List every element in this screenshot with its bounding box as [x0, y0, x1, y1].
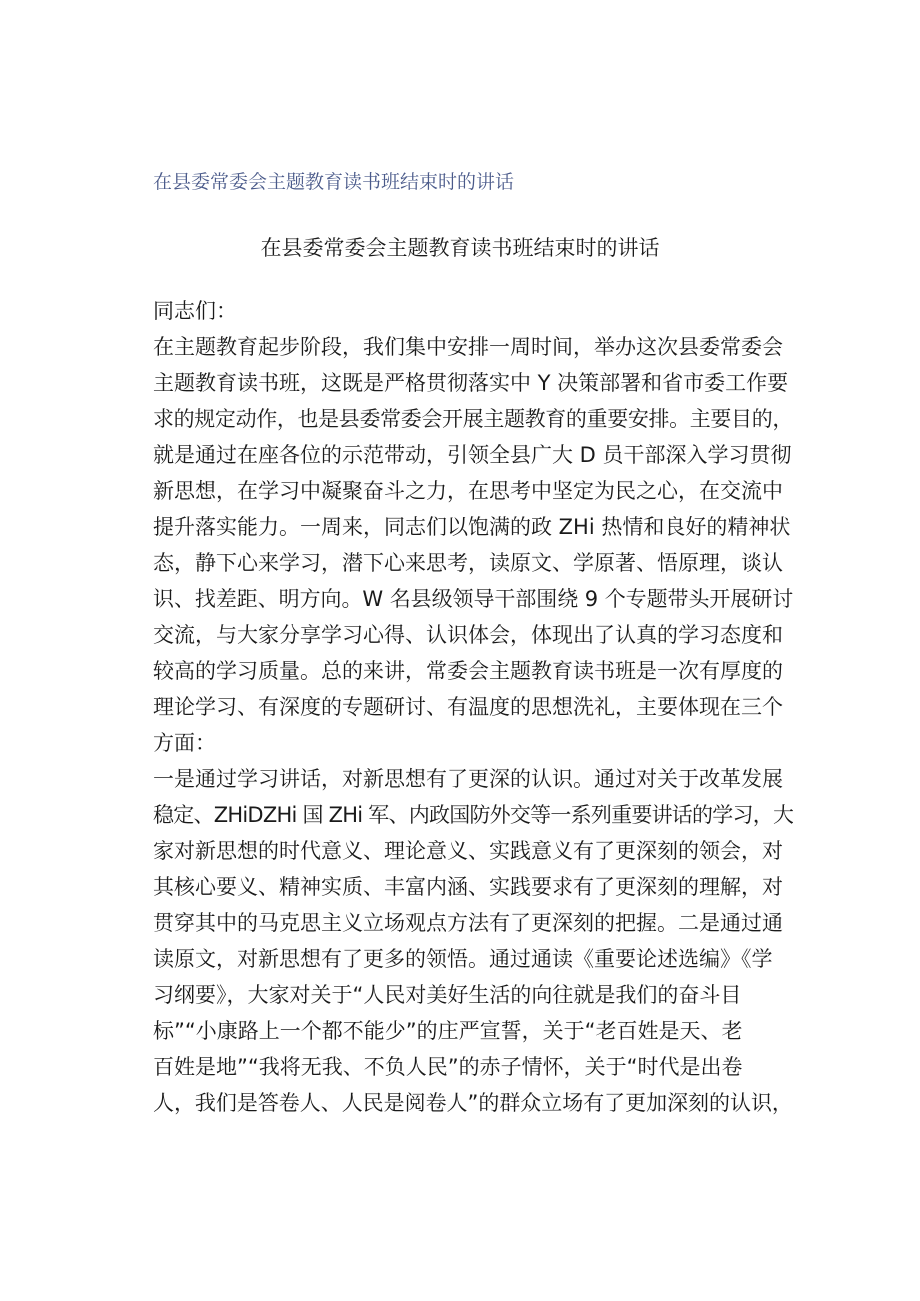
- body-line: 新思想，在学习中凝聚奋斗之力，在思考中坚定为民之心，在交流中: [153, 479, 783, 503]
- body-line: 标”“小康路上一个都不能少”的庄严宣誓，关于“老百姓是天、老: [153, 1019, 743, 1043]
- body-line: 稳定、ZHiDZHi 国 ZHi 军、内政国防外交等一系列重要讲话的学习，大: [153, 803, 793, 827]
- document-title: 在县委常委会主题教育读书班结束时的讲话: [260, 236, 660, 260]
- body-line: 主题教育读书班，这既是严格贯彻落实中 Y 决策部署和省市委工作要: [153, 371, 789, 395]
- body-line: 就是通过在座各位的示范带动，引领全县广大 D 员干部深入学习贯彻: [153, 443, 792, 467]
- body-line: 读原文，对新思想有了更多的领悟。通过通读《重要论述选编》《学: [153, 947, 773, 971]
- body-line: 理论学习、有深度的专题研讨、有温度的思想洗礼，主要体现在三个: [153, 695, 783, 719]
- body-line: 贯穿其中的马克思主义立场观点方法有了更深刻的把握。二是通过通: [153, 911, 783, 935]
- body-line: 一是通过学习讲话，对新思想有了更深的认识。通过对关于改革发展: [153, 767, 783, 791]
- body-line: 识、找差距、明方向。W 名县级领导干部围绕 9 个专题带头开展研讨: [153, 587, 793, 611]
- body-line: 家对新思想的时代意义、理论意义、实践意义有了更深刻的领会，对: [153, 839, 783, 863]
- body-line: 人，我们是答卷人、人民是阅卷人”的群众立场有了更加深刻的认识，: [153, 1091, 793, 1115]
- body-line: 习纲要》，大家对关于“人民对美好生活的向往就是我们的奋斗目: [153, 983, 742, 1007]
- body-line: 百姓是地”“我将无我、不负人民”的赤子情怀，关于“时代是出卷: [153, 1055, 743, 1079]
- salutation: 同志们：: [153, 299, 237, 323]
- body-line: 求的规定动作，也是县委常委会开展主题教育的重要安排。主要目的，: [153, 407, 793, 431]
- body-line: 在主题教育起步阶段，我们集中安排一周时间，举办这次县委常委会: [153, 335, 783, 359]
- body-line: 提升落实能力。一周来，同志们以饱满的政 ZHi 热情和良好的精神状: [153, 515, 791, 539]
- body-line: 交流，与大家分享学习心得、认识体会，体现出了认真的学习态度和: [153, 623, 783, 647]
- body-line: 较高的学习质量。总的来讲，常委会主题教育读书班是一次有厚度的: [153, 659, 783, 683]
- header-title: 在县委常委会主题教育读书班结束时的讲话: [153, 171, 515, 193]
- body-line: 方面：: [153, 731, 216, 755]
- body-line: 其核心要义、精神实质、丰富内涵、实践要求有了更深刻的理解，对: [153, 875, 783, 899]
- body-line: 态，静下心来学习，潜下心来思考，读原文、学原著、悟原理，谈认: [153, 551, 783, 575]
